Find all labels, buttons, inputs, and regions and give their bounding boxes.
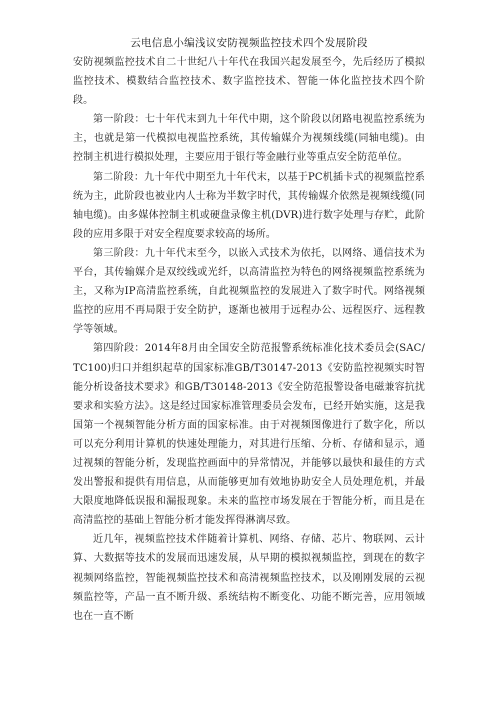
- paragraph-intro: 安防视频监控技术自二十世纪八十年代在我国兴起发展至今，先后经历了模拟监控技术、模数结合监控技术、数字监控技术、智能一体化监控技术四个阶段。: [73, 57, 425, 107]
- document-page: [73, 34, 425, 626]
- paragraph-stage-four: 第四阶段：2014年8月由全国安全防范报警系统标准化技术委员会(SAC/TC100)归口并组织起草的国家标准GB/T30147-2013《安防监控视频实时智能分析设备技术要求》和GB/T30148-2013《安全防范报警设备电磁兼容抗扰要求和实验方法》。这是经过国家标准管理委员会发布，已经开始实施，这是我国第一个视频智能分析方面的国家标准。由于对视频图像进行了数字化，所以可以充分利用计算机的快速处理能力，对其进行压缩、分析、存储和显示，通过视频的智能分析，发现监控画面中的异常情况，并能够以最快和最佳的方式发出警报和提供有用信息，从而能够更加有效地协助安全人员处理危机，并最大限度地降低误报和漏报现象。未来的监控市场发展在于智能分析，而且是在高清监控的基础上智能分析才能发挥得淋漓尽致。: [73, 343, 426, 527]
- paragraph-stage-two: 第二阶段：九十年代中期至九十年代末，以基于PC机插卡式的视频监控系统为主，此阶段也被业内人士称为半数字时代，其传输媒介依然是视频线缆(同轴电缆)。由多媒体控制主机或硬盘录像主机(DVR)进行数字处理与存贮，此阶段的应用多限于对安全程度要求较高的场所。: [73, 171, 425, 240]
- paragraph-recent-years: 近几年，视频监控技术伴随着计算机、网络、存储、芯片、物联网、云计算、大数据等技术的发展而迅速发展，从早期的模拟视频监控，到现在的数字视频网络监控，智能视频监控技术和高清视频监控技术，以及刚刚发展的云视频监控等，产品一直不断升级、系统结构不断变化、功能不断完善，应用领域也在一直不断: [73, 534, 425, 622]
- paragraph-stage-one: 第一阶段：七十年代末到九十年代中期，这个阶段以闭路电视监控系统为主，也就是第一代模拟电视监控系统，其传输媒介为视频线缆(同轴电缆)。由控制主机进行模拟处理，主要应用于银行等金融行业等重点安全防范单位。: [73, 114, 425, 164]
- document-title: 云电信息小编浅议安防视频监控技术四个发展阶段: [130, 37, 368, 49]
- paragraph-stage-three: 第三阶段：九十年代末至今，以嵌入式技术为依托，以网络、通信技术为平台，其传输媒介是双绞线或光纤，以高清监控为特色的网络视频监控系统为主，又称为IP高清监控系统，自此视频监控的发展进入了数字时代。网络视频监控的应用不再局限于安全防护，逐渐也被用于远程办公、远程医疗、远程教学等领域。: [73, 247, 425, 336]
